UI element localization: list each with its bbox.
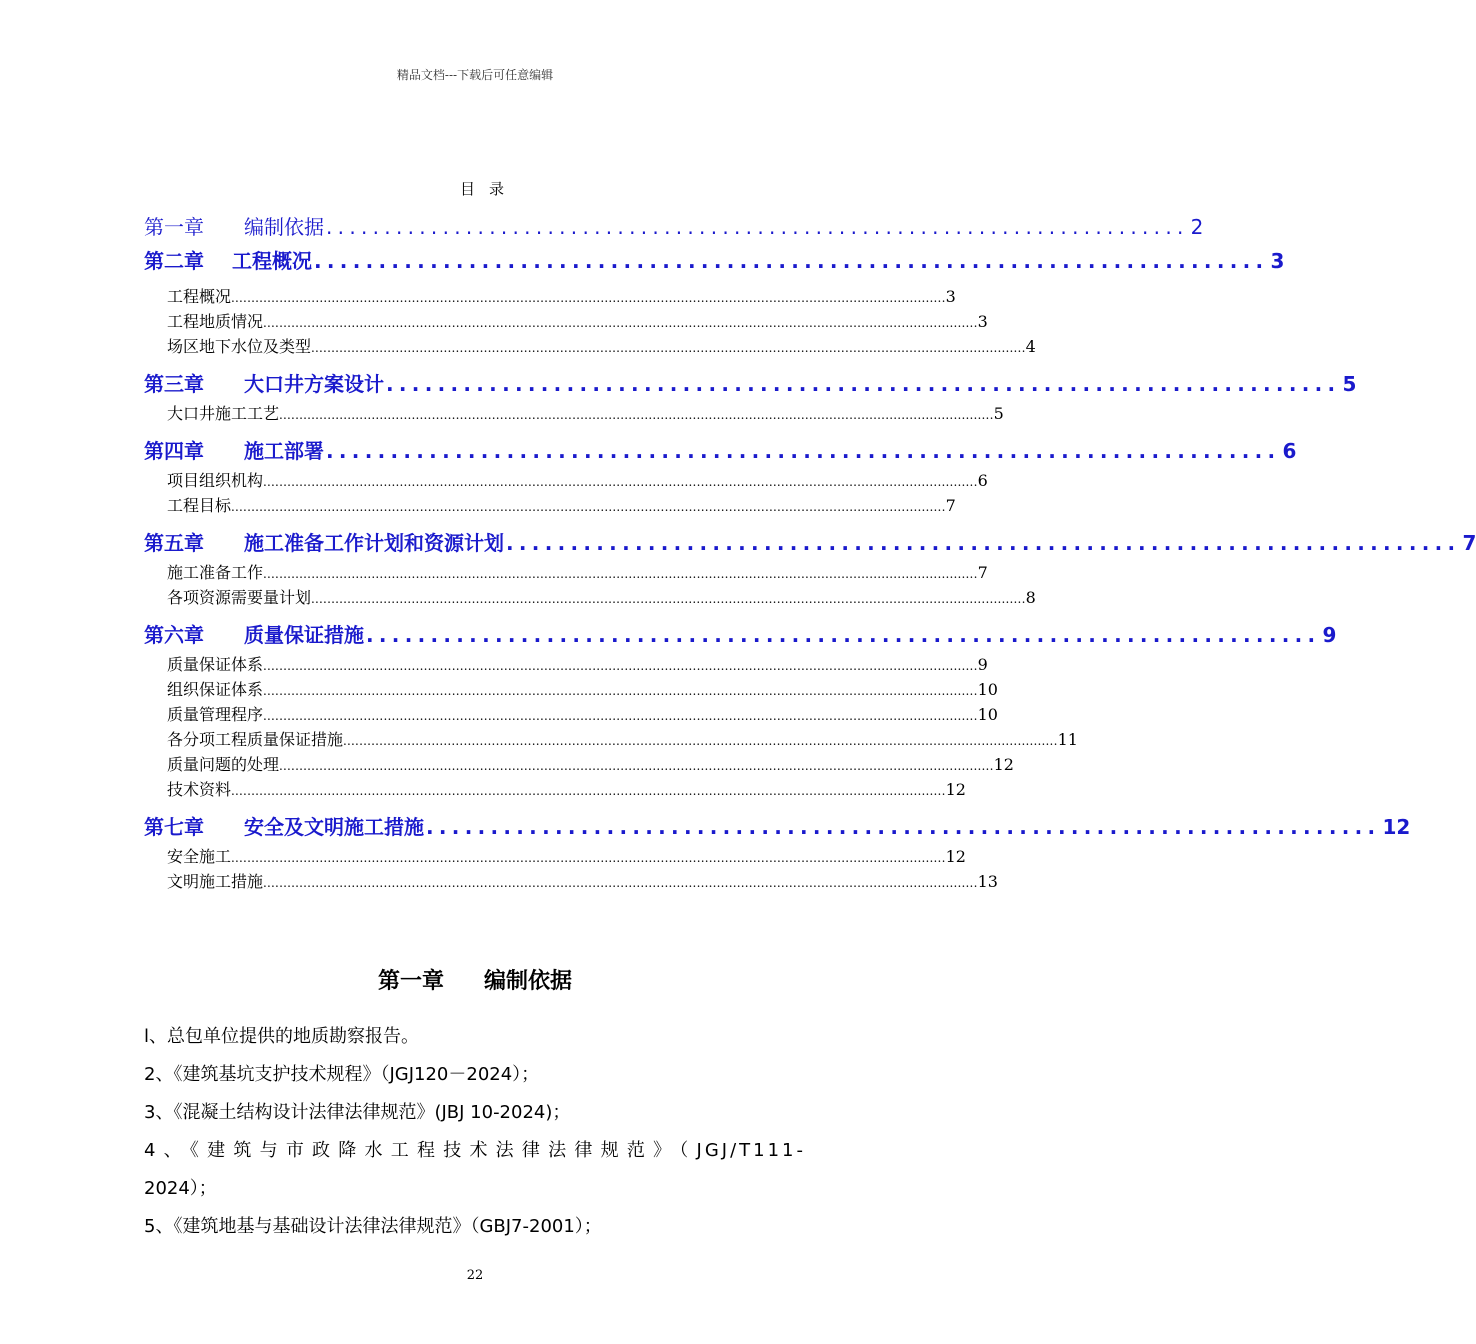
toc-section[interactable]: [144, 677, 998, 702]
toc-leader: ..................................................................................................................................................................................: [263, 659, 978, 673]
toc-page-number: 6: [977, 471, 988, 490]
toc-page-number: 8: [1025, 588, 1036, 607]
list-item: 5、《建筑地基与基础设计法律法律规范》（GBJ7-2001）；: [144, 1216, 602, 1237]
chapter-title: 编制依据: [484, 969, 573, 994]
toc-page-number: 12: [945, 847, 966, 866]
toc-chapter-title: 工程概况: [232, 249, 312, 273]
toc-leader: ..................................................................................................................................................................................: [279, 408, 994, 422]
toc-chapter-title: 编制依据: [244, 215, 324, 239]
toc-page-number: 12: [993, 755, 1014, 774]
toc-section-title: 各项资源需要量计划: [167, 588, 312, 607]
toc-leader: ..................................................................................................................................................................................: [231, 784, 946, 798]
toc-section[interactable]: [144, 652, 988, 677]
toc-page-number: 2: [1190, 215, 1204, 239]
toc-page-number: 7: [945, 496, 956, 515]
toc-section[interactable]: [144, 560, 988, 585]
toc-page-number: 12: [1382, 815, 1411, 839]
toc-page-number: 4: [1025, 337, 1036, 356]
toc-leader: ..................................................................................................................................................................................: [263, 475, 978, 489]
toc-chapter-7[interactable]: [144, 810, 1411, 844]
toc-page-number: 12: [945, 780, 966, 799]
toc-leader: ..................................................................................................................................................................................: [343, 734, 1058, 748]
toc-leader: ..................................................................................................................................................................................: [263, 684, 978, 698]
toc-section[interactable]: [144, 752, 1014, 777]
toc-chapter-number: 第五章: [144, 531, 204, 555]
toc-section-title: 质量保证体系: [167, 655, 264, 674]
basis-list: [144, 1018, 806, 1246]
toc-leader: ..........................................................................: [314, 249, 1269, 273]
toc-section-title: 工程目标: [167, 496, 232, 515]
toc-leader: ..................................................................................................................................................................................: [263, 567, 978, 581]
toc-leader: ..........................................................................: [426, 815, 1381, 839]
toc-leader: ..................................................................................................................................................................................: [279, 759, 994, 773]
toc-leader: ..........................................................................: [506, 531, 1461, 555]
toc-section[interactable]: [144, 468, 988, 493]
toc-section[interactable]: [144, 844, 966, 869]
toc-page-number: 7: [1462, 531, 1476, 555]
toc-section[interactable]: [144, 777, 966, 802]
toc-page-number: 9: [1322, 623, 1337, 647]
toc-section[interactable]: [144, 702, 998, 727]
toc-section-title: 项目组织机构: [167, 471, 264, 490]
page-number: 22: [466, 1268, 484, 1283]
list-item: 3、《混凝土结构设计法律法律规范》(JBJ 10-2024)；: [144, 1102, 571, 1123]
toc-page-number: 13: [977, 872, 998, 891]
toc-section-title: 工程地质情况: [167, 312, 264, 331]
toc-chapter-number: 第一章: [144, 215, 204, 239]
toc-leader: ..................................................................................................................................................................................: [263, 316, 978, 330]
toc-page-number: 3: [945, 287, 956, 306]
toc-chapter-number: 第三章: [144, 372, 204, 396]
toc-section[interactable]: [144, 334, 1036, 359]
toc-leader: ..........................................................................: [326, 439, 1281, 463]
toc-page-number: 10: [977, 705, 998, 724]
toc-section[interactable]: [144, 585, 1036, 610]
toc-leader: ..................................................................................................................................................................................: [311, 341, 1026, 355]
toc-chapter-2[interactable]: [144, 244, 1285, 278]
toc-leader: ..................................................................................................................................................................................: [311, 592, 1026, 606]
toc-section-title: 工程概况: [167, 287, 232, 306]
toc-section-title: 施工准备工作: [167, 563, 264, 582]
toc-page-number: 7: [977, 563, 988, 582]
toc-chapter-title: 质量保证措施: [244, 623, 364, 647]
toc-page-number: 10: [977, 680, 998, 699]
toc-chapter-6[interactable]: [144, 618, 1337, 652]
chapter-number: 第一章: [377, 969, 444, 994]
toc-section-title: 安全施工: [167, 847, 232, 866]
table-of-contents: [144, 210, 1476, 894]
toc-title: 目录: [459, 180, 518, 198]
toc-section[interactable]: [144, 493, 956, 518]
toc-leader: ..........................................................................: [326, 215, 1189, 239]
toc-section-title: 各分项工程质量保证措施: [167, 730, 344, 749]
page-header: 精品文档---下载后可任意编辑: [396, 68, 554, 82]
toc-chapter-3[interactable]: [144, 367, 1357, 401]
toc-section-title: 质量问题的处理: [167, 755, 280, 774]
toc-section-title: 大口井施工工艺: [167, 404, 280, 423]
toc-section[interactable]: [144, 727, 1078, 752]
toc-section[interactable]: [144, 869, 998, 894]
toc-page-number: 5: [1342, 372, 1357, 396]
toc-page-number: 11: [1057, 730, 1078, 749]
toc-section-title: 文明施工措施: [167, 872, 264, 891]
toc-section[interactable]: [144, 309, 988, 334]
toc-chapter-4[interactable]: [144, 434, 1297, 468]
toc-chapter-number: 第七章: [144, 815, 204, 839]
toc-leader: ..........................................................................: [366, 623, 1321, 647]
toc-page-number: 3: [977, 312, 988, 331]
list-item: 2024）；: [144, 1178, 217, 1199]
toc-section-title: 技术资料: [167, 780, 232, 799]
toc-leader: ..................................................................................................................................................................................: [263, 876, 978, 890]
list-item: 4、《建筑与市政降水工程技术法律法律规范》（JGJ/T111-: [144, 1140, 806, 1161]
toc-chapter-title: 施工部署: [244, 439, 324, 463]
toc-page-number: 9: [977, 655, 988, 674]
toc-page-number: 5: [993, 404, 1004, 423]
toc-leader: ..................................................................................................................................................................................: [263, 709, 978, 723]
toc-leader: ..................................................................................................................................................................................: [231, 851, 946, 865]
toc-chapter-number: 第四章: [144, 439, 204, 463]
toc-leader: ..................................................................................................................................................................................: [231, 500, 946, 514]
toc-section-title: 组织保证体系: [167, 680, 264, 699]
toc-section[interactable]: [144, 284, 956, 309]
toc-leader: ..................................................................................................................................................................................: [231, 291, 946, 305]
list-item: l、总包单位提供的地质勘察报告。: [144, 1026, 419, 1047]
toc-page-number: 3: [1270, 249, 1285, 273]
toc-page-number: 6: [1282, 439, 1297, 463]
toc-chapter-number: 第六章: [144, 623, 204, 647]
toc-leader: ..........................................................................: [386, 372, 1341, 396]
toc-chapter-1[interactable]: [144, 210, 1204, 244]
toc-chapter-title: 施工准备工作计划和资源计划: [244, 531, 504, 555]
chapter-heading: [0, 964, 950, 995]
toc-chapter-number: 第二章: [144, 249, 204, 273]
toc-section[interactable]: [144, 401, 1004, 426]
toc-chapter-title: 安全及文明施工措施: [244, 815, 424, 839]
toc-section-title: 质量管理程序: [167, 705, 264, 724]
toc-chapter-5[interactable]: [144, 526, 1476, 560]
list-item: 2、《建筑基坑支护技术规程》（JGJ120－2024）；: [144, 1064, 540, 1085]
toc-section-title: 场区地下水位及类型: [167, 337, 312, 356]
toc-chapter-title: 大口井方案设计: [244, 372, 384, 396]
